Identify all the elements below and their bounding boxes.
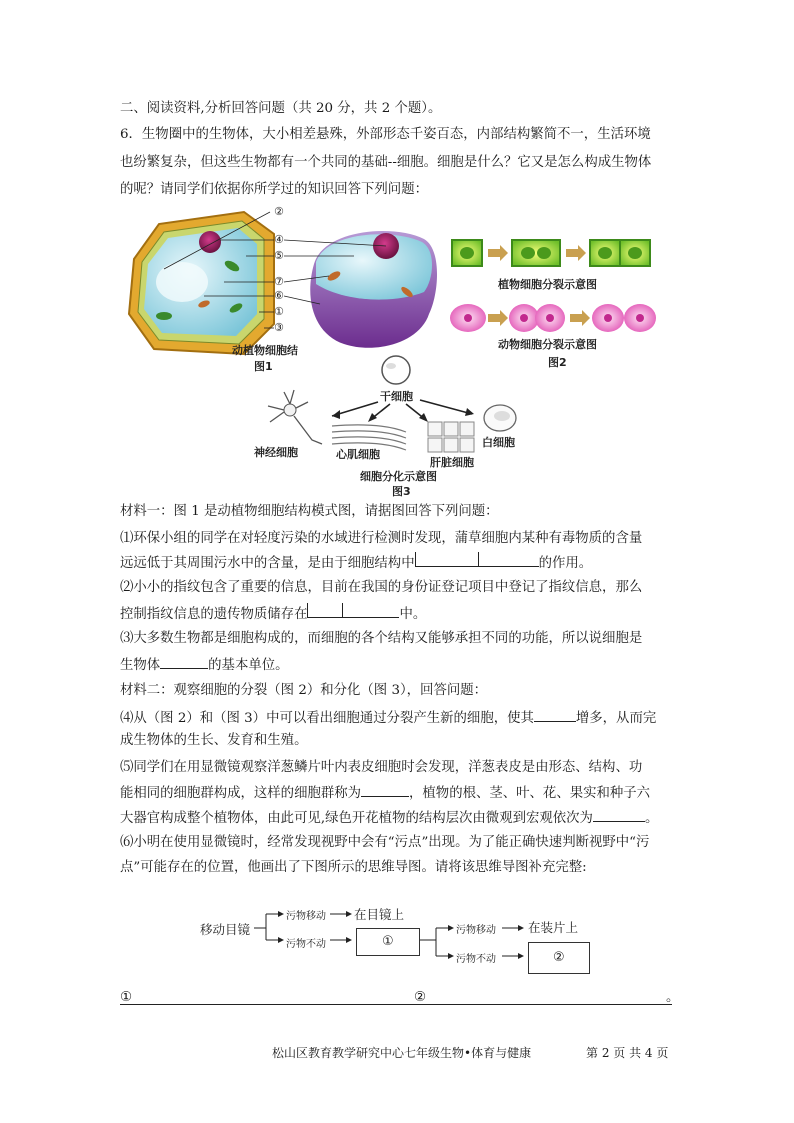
marker-2: ② (274, 205, 284, 218)
figure-3-cell-differentiation (250, 352, 530, 498)
answer-2-marker: ② (414, 990, 427, 1005)
mind-map-moves-2: 污物移动 (456, 925, 496, 936)
q5-tissue-blank[interactable] (361, 782, 409, 797)
material-2-q5-line-1: ⑸同学们在用显微镜观察洋葱鳞片叶内表皮细胞时会发现，洋葱表皮是由形态、结构、功 (120, 760, 643, 775)
mind-map-box-1-label: ① (382, 934, 394, 949)
material-1-q3-line-2 (120, 654, 289, 676)
material-1-q2-line-1: ⑵小小的指纹包含了重要的信息，目前在我国的身份证登记项目中登记了指纹信息，那么 (120, 580, 643, 595)
material-2-q4-line-2: 成生物体的生长、发育和生殖。 (120, 733, 308, 748)
question-6-line-1: 6．生物圈中的生物体，大小相差悬殊，外部形态千姿百态，内部结构繁简不一，生活环境 (120, 127, 651, 142)
q3-text-after: 的基本单位。 (208, 658, 289, 673)
figure-2-label: 图2 (548, 356, 567, 369)
white-cell-label: 白细胞 (482, 436, 515, 449)
material-2-q5-line-3 (120, 807, 658, 829)
answer-line[interactable] (120, 1004, 672, 1005)
mind-map (200, 904, 600, 984)
q4-text-after: 增多，从而完 (575, 711, 657, 726)
q4-text-before: ⑷从（图 2）和（图 3）中可以看出细胞通过分裂产生新的细胞，使其 (120, 711, 534, 726)
material-1-q3-line-1: ⑶大多数生物都是细胞构成的，而细胞的各个结构又能够承担不同的功能，所以说细胞是 (120, 631, 643, 646)
figure-1-caption: 动植物细胞结 (232, 344, 298, 357)
question-6-line-3: 的呢？请同学们依据你所学过的知识回答下列问题： (120, 182, 428, 197)
material-2-q5-line-2 (120, 782, 650, 804)
material-2-q6-line-1: ⑹小明在使用显微镜时，经常发现视野中会有“污点”出现。为了能正确快速判断视野中“污 (120, 835, 650, 850)
heart-cell-label: 心肌细胞 (336, 448, 380, 461)
marker-6: ⑥ (274, 289, 284, 302)
q5-levels-end: 。 (644, 811, 659, 826)
nerve-cell-label: 神经细胞 (254, 446, 298, 459)
footer-page-number: 第 2 页 共 4 页 (586, 1046, 669, 1060)
plant-division-caption: 植物细胞分裂示意图 (498, 278, 597, 291)
marker-4: ④ (274, 233, 284, 246)
liver-cell-label: 肝脏细胞 (430, 456, 474, 469)
mind-map-box-2-label: ② (553, 950, 565, 965)
section-title: 二、阅读资料,分析回答问题（共 20 分，共 2 个题）。 (120, 101, 442, 116)
q3-answer-blank[interactable] (160, 654, 208, 669)
footer-source: 松山区教育教学研究中心七年级生物•体育与健康 (272, 1046, 532, 1060)
q5-levels-blank[interactable] (593, 807, 645, 822)
material-1-q1-line-1: ⑴环保小组的同学在对轻度污染的水域进行检测时发现，蒲草细胞内某种有毒物质的含量 (120, 531, 643, 546)
question-6-line-2: 也纷繁复杂，但这些生物都有一个共同的基础--细胞。细胞是什么？它又是怎么构成生物体 (120, 155, 652, 170)
figure-2-cell-division (448, 232, 676, 372)
q5-text-before: 能相同的细胞群构成，这样的细胞群称为 (120, 786, 362, 801)
figure-1-label: 图1 (254, 360, 273, 373)
q2-text-before: 控制指纹信息的遗传物质储存在 (120, 607, 308, 622)
material-1-q1-line-2 (120, 552, 592, 574)
q1-answer-blank[interactable] (479, 552, 539, 567)
stem-cell-label: 干细胞 (380, 390, 413, 403)
q2-bracket-blank[interactable] (307, 603, 343, 618)
mind-map-box-2[interactable] (528, 942, 590, 974)
marker-1: ① (274, 305, 284, 318)
q2-text-after: 中。 (399, 607, 427, 622)
q1-bracket-blank[interactable] (415, 552, 479, 567)
q2-answer-blank[interactable] (343, 603, 399, 618)
figure-3-label: 图3 (392, 485, 411, 498)
q4-answer-blank[interactable] (534, 707, 576, 722)
figure-1-cell-structure (124, 204, 454, 374)
mind-map-result-1: 在目镜上 (354, 907, 405, 922)
mind-map-moves-1: 污物移动 (286, 911, 326, 922)
material-2-q6-line-2: 点”可能存在的位置，他画出了下图所示的思维导图。请将该思维导图补充完整: (120, 860, 587, 875)
q5-text-after: ，植物的根、茎、叶、花、果实和种子六 (409, 786, 651, 801)
figure-3-caption: 细胞分化示意图 (360, 470, 437, 483)
material-1-title: 材料一：图 1 是动植物细胞结构模式图，请据图回答下列问题： (120, 504, 499, 519)
q1-text-after: 的作用。 (538, 556, 593, 571)
mind-map-still-2: 污物不动 (456, 954, 496, 965)
marker-7: ⑦ (274, 275, 284, 288)
answer-line-end: 。 (666, 990, 680, 1005)
marker-3: ③ (274, 321, 284, 334)
mind-map-still-1: 污物不动 (286, 939, 326, 950)
mind-map-start: 移动目镜 (200, 922, 251, 937)
marker-5: ⑤ (274, 249, 284, 262)
material-1-q2-line-2 (120, 603, 426, 625)
animal-division-caption: 动物细胞分裂示意图 (498, 338, 597, 351)
q1-text-before: 远远低于其周围污水中的含量，是由于细胞结构中 (120, 556, 415, 571)
answer-1-marker: ① (120, 990, 133, 1005)
mind-map-box-1[interactable] (356, 928, 420, 956)
q3-text-before: 生物体 (120, 658, 161, 673)
material-2-q4-line-1 (120, 707, 656, 729)
mind-map-result-2: 在装片上 (528, 920, 579, 935)
q5-levels-text: 大器官构成整个植物体，由此可见,绿色开花植物的结构层次由微观到宏观依次为 (120, 811, 593, 826)
material-2-title: 材料二：观察细胞的分裂（图 2）和分化（图 3），回答问题： (120, 683, 488, 698)
